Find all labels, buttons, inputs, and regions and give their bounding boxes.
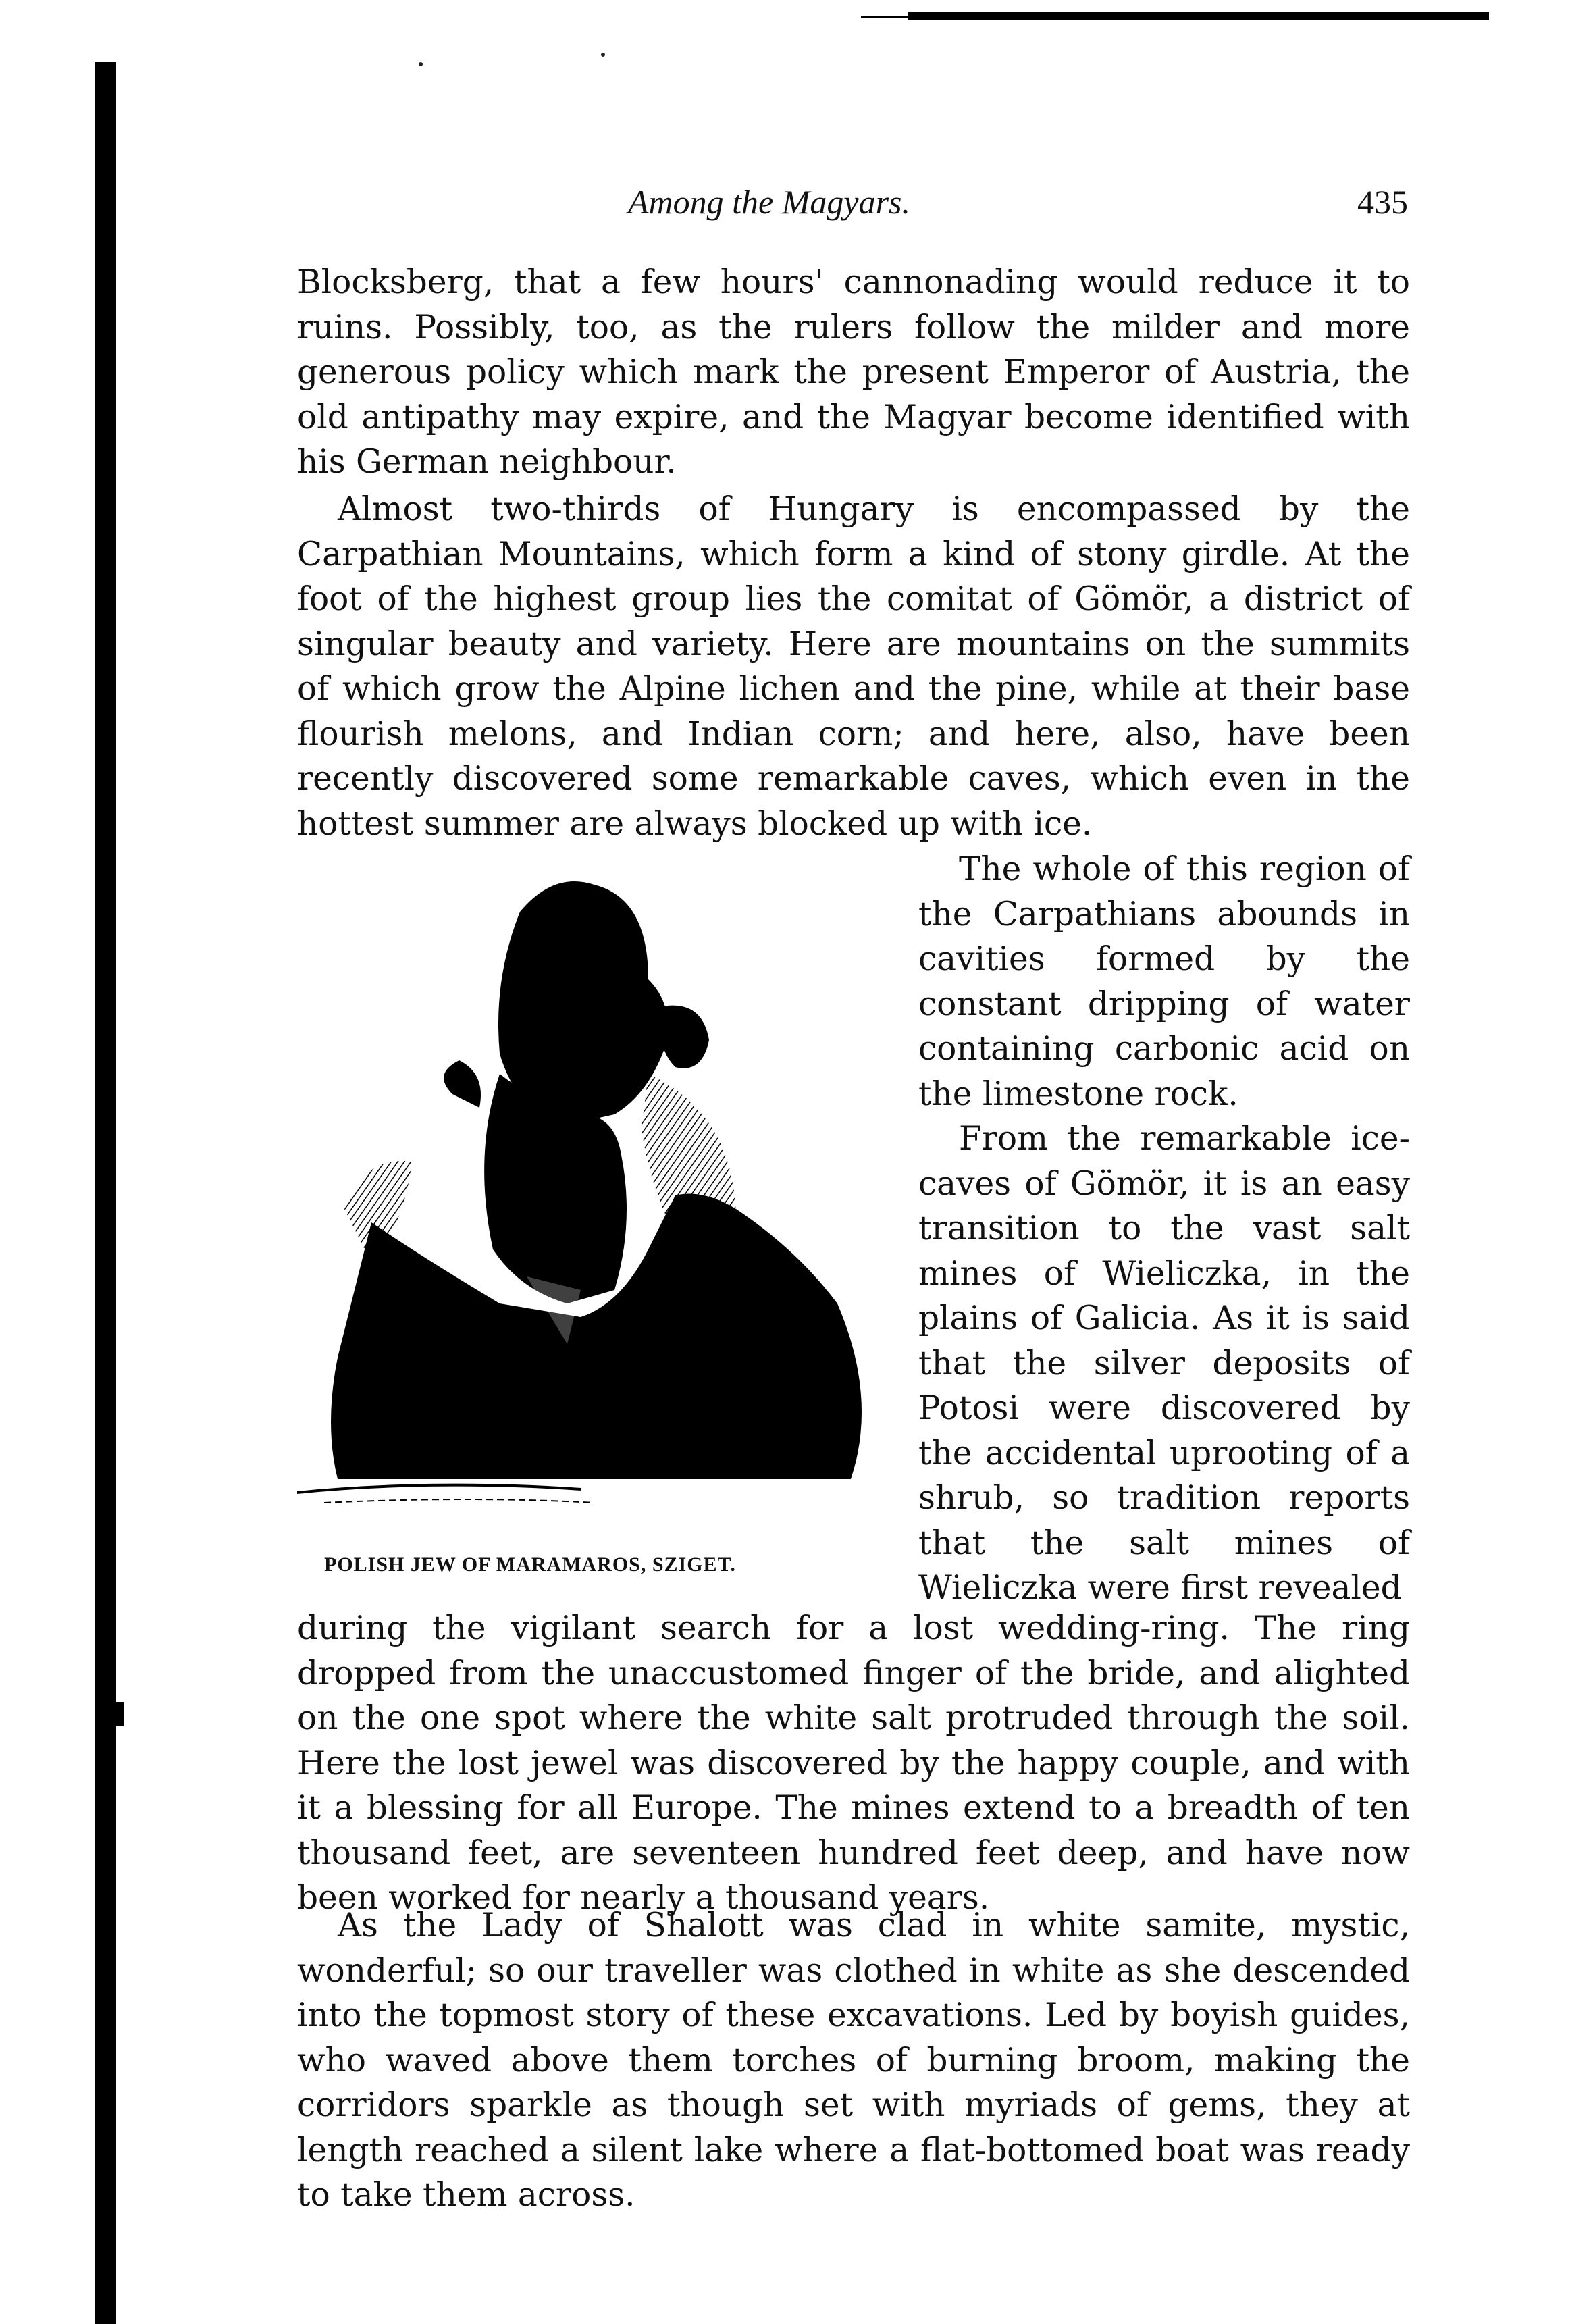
right-column-text — [918, 847, 1410, 1611]
top-rule — [908, 12, 1489, 20]
paragraph-5 — [297, 1903, 1410, 2218]
paragraph-1 — [297, 260, 1410, 485]
paragraph-5-text: As the Lady of Shalott was clad in white samite, mystic, wonderful; so our traveller was clothed in white as she descended into the topmost story of these excavations. Led by boyish guides, who waved above them torches of burning broom, making the corridors sparkle as though set with myriads of gems, they at length reached a silent lake where a flat-bottomed boat was ready to take them across. — [297, 1907, 1410, 2214]
paragraph-3-text: The whole of this region of the Carpathians abounds in cavities formed by the constant dripping of water containing carbonic acid on the limestone rock. — [918, 850, 1410, 1113]
binding-edge-mark — [109, 1702, 124, 1726]
binding-edge — [95, 62, 116, 2324]
page-speck — [419, 62, 423, 66]
page-speck — [601, 53, 605, 57]
paragraph-4-continuation — [297, 1606, 1410, 1921]
paragraph-4-end: during the vigilant search for a lost wedding-ring. The ring dropped from the unaccustomed finger of the bride, and alighted on the one spot where the white salt protruded through the soil. Here the lost jewel was discovered by the happy couple, and with it a blessing for all Europe. The mines extend to a breadth of ten thousand feet, are seventeen hundred feet deep, and have now been worked for nearly a thousand years. — [297, 1609, 1410, 1917]
paragraph-2-text: Almost two-thirds of Hungary is encompassed by the Carpathian Mountains, which form a kind of stony girdle. At the foot of the highest group lies the comitat of Gömör, a district of singular beauty and variety. Here are mountains on the summits of which grow the Alpine lichen and the pine, while at their base flourish melons, and Indian corn; and here, also, have been recently discovered some remarkable caves, which even in the hottest summer are always blocked up with ice. — [297, 490, 1410, 843]
paragraph-4-start: From the remarkable ice-caves of Gömör, it is an easy transition to the vast salt mines of Wieliczka, in the plains of Galicia. As it is said that the silver deposits of Potosi were discovered by the accidental uprooting of a shrub, so tradition reports that the salt mines of Wieliczka were first revealed — [918, 1120, 1410, 1607]
portrait-illustration — [297, 871, 891, 1591]
page-number: 435 — [1357, 183, 1408, 221]
paragraph-1-text: Blocksberg, that a few hours' cannonading would reduce it to ruins. Possibly, too, as the rulers follow the milder and more generous policy which mark the present Emperor of Austria, the old antipathy may expire, and the Magyar become identified with his German neighbour. — [297, 263, 1410, 481]
running-head — [297, 182, 1408, 230]
running-title: Among the Magyars. — [628, 183, 910, 221]
paragraph-2 — [297, 487, 1410, 846]
portrait-engraving — [297, 871, 891, 1553]
figure-caption: POLISH JEW OF MARAMAROS, SZIGET. — [324, 1553, 736, 1576]
